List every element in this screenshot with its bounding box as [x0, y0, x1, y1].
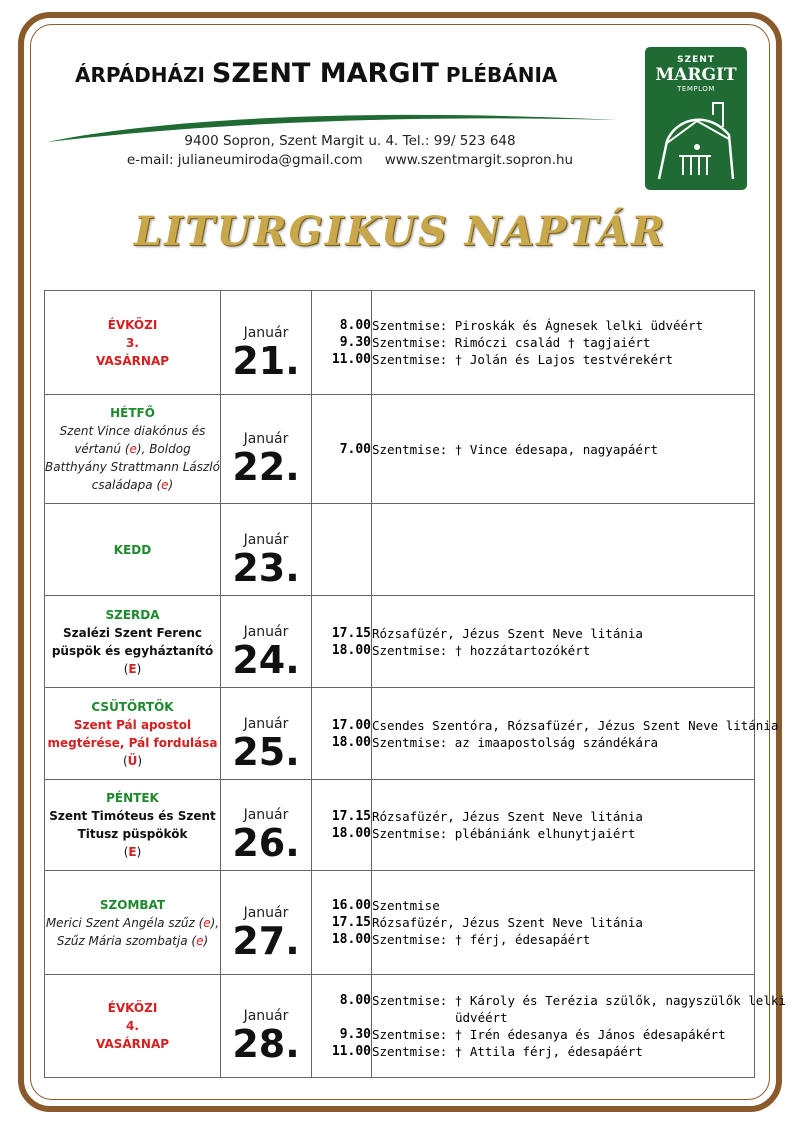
title-main: SZENT MARGIT [211, 58, 439, 89]
day-number: 26. [232, 821, 300, 865]
day-number: 21. [232, 338, 300, 383]
rank-letter: e [196, 933, 204, 948]
feast-part: ) [203, 933, 209, 948]
event-time: 18.00 [331, 642, 371, 658]
day-name: PÉNTEK [106, 791, 159, 805]
event-time: 18.00 [331, 734, 371, 750]
rank-letter: E [128, 845, 137, 859]
events-cell [372, 504, 755, 596]
day-name: ÉVKÖZI [107, 317, 158, 332]
events-cell [372, 688, 779, 780]
day-number: 28. [232, 1022, 300, 1066]
event-time: 17.15 [331, 809, 371, 824]
event-text: Csendes Szentóra, Rózsafüzér, Jézus Szent Neve litánia [372, 717, 779, 733]
feast-text [45, 914, 220, 950]
event-text: Szentmise: † Attila férj, édesapáért [372, 1044, 643, 1059]
time-cell [312, 780, 372, 871]
event-text: Szentmise: † Jolán és Lajos testvérekért [372, 352, 674, 367]
time-cell [312, 395, 372, 504]
month-label: Január [243, 715, 289, 732]
day-cell [45, 291, 221, 395]
event-text: Szentmise: † Vince édesapa, nagyapáért [372, 441, 658, 457]
feast-part: ), Szűz Mária szombatja ( [56, 915, 220, 948]
day-name: VASÁRNAP [95, 1037, 170, 1051]
feast-rank: (Ü) [122, 753, 143, 768]
church-logo [645, 47, 747, 190]
time-cell [312, 688, 372, 780]
liturgical-calendar-table [44, 290, 786, 1078]
date-cell [221, 596, 312, 688]
church-drawing-icon [653, 99, 739, 183]
event-text: Rózsafüzér, Jézus Szent Neve litánia [372, 625, 643, 641]
rank-letter: E [128, 661, 137, 676]
event-text: Szentmise: † férj, édesapáért [372, 932, 591, 947]
day-name: CSÜTÖRTÖK [91, 699, 174, 714]
event-text: Rózsafüzér, Jézus Szent Neve litánia [372, 809, 643, 824]
feast-text [45, 624, 220, 660]
feast-text [45, 422, 220, 494]
parish-title [75, 58, 635, 89]
event-text: Szentmise: Piroskák és Ágnesek lelki üdvéért [372, 318, 704, 333]
events-cell [372, 780, 755, 871]
contact-line [0, 152, 700, 168]
feast-part: Szent Vince diakónus és vértanú ( [59, 424, 206, 456]
event-text: Szentmise [372, 898, 440, 913]
event-time: 9.30 [339, 335, 371, 350]
day-number: 23. [232, 545, 300, 590]
feast-rank: (E) [123, 845, 142, 859]
event-text: Szentmise: plébániánk elhunytjaiért [372, 826, 636, 841]
email: e-mail: julianeumiroda@gmail.com [126, 152, 363, 168]
event-text: Szentmise: Rimóczi család † tagjaiért [372, 335, 651, 350]
feast-name: Szent Timóteus és Szent Titusz püspökök [49, 809, 216, 841]
events-cell [372, 975, 786, 1078]
calendar-row [45, 975, 755, 1078]
feast-text [45, 716, 220, 752]
day-name: HÉTFŐ [110, 406, 155, 420]
calendar-title: LITURGIKUS NAPTÁR [133, 208, 667, 255]
calendar-row [45, 871, 755, 975]
event-time: 9.30 [339, 1027, 371, 1042]
event-text: Rózsafüzér, Jézus Szent Neve litánia [372, 915, 643, 930]
events-cell [372, 291, 755, 395]
calendar-row [45, 596, 755, 688]
time-cell [312, 504, 372, 596]
feast-name: Szalézi Szent Ferenc püspök és egyháztanító [51, 625, 214, 658]
feast-part: Merici Szent Angéla szűz ( [45, 915, 204, 930]
time-cell [312, 871, 372, 975]
event-text: Szentmise: az imaapostolság szándékára [372, 734, 658, 750]
event-text: Szentmise: † hozzátartozókért [372, 642, 591, 658]
calendar-row [45, 688, 755, 780]
date-cell [221, 504, 312, 596]
day-number: 24. [232, 637, 300, 682]
event-time: 11.00 [331, 352, 371, 367]
day-cell [45, 504, 221, 596]
event-time: 8.00 [339, 318, 371, 333]
day-name: KEDD [113, 542, 152, 557]
logo-line-3: TEMPLOM [677, 85, 715, 93]
website: www.szentmargit.sopron.hu [384, 152, 574, 168]
month-label: Január [243, 324, 289, 341]
event-text-cont: üdvéért [455, 1010, 508, 1025]
event-text: Szentmise: † Károly és Terézia szülők, nagyszülők lelki [372, 993, 786, 1008]
day-name: 4. [126, 1019, 139, 1033]
event-time: 17.15 [331, 625, 371, 641]
day-name: SZOMBAT [99, 897, 166, 912]
event-time: 11.00 [331, 1044, 371, 1059]
day-cell [45, 596, 221, 688]
event-time: 16.00 [331, 898, 371, 913]
day-name: ÉVKÖZI [107, 1001, 158, 1015]
event-time: 17.00 [331, 717, 371, 733]
event-time: 18.00 [331, 932, 371, 947]
events-cell [372, 871, 755, 975]
event-time: 7.00 [339, 441, 371, 457]
events-cell [372, 596, 755, 688]
rank-letter: e [203, 915, 211, 930]
rank-letter: Ü [127, 753, 138, 768]
date-cell [221, 688, 312, 780]
date-cell [221, 780, 312, 871]
month-label: Január [243, 623, 289, 640]
logo-line-2: MARGIT [655, 65, 737, 85]
day-cell [45, 871, 221, 975]
event-time: 17.15 [331, 915, 371, 930]
feast-name: Szent Pál apostol megtérése, Pál fordulása [47, 717, 218, 750]
day-name: 3. [126, 335, 139, 350]
time-cell [312, 596, 372, 688]
time-cell [312, 291, 372, 395]
events-cell [372, 395, 755, 504]
calendar-row [45, 395, 755, 504]
day-number: 22. [232, 445, 300, 489]
address: 9400 Sopron, Szent Margit u. 4. Tel.: 99/ 523 648 [184, 133, 516, 149]
feast-part: ) [168, 478, 174, 492]
title-suffix: PLÉBÁNIA [438, 63, 558, 87]
calendar-row [45, 780, 755, 871]
day-number: 27. [232, 918, 300, 963]
date-cell [221, 871, 312, 975]
day-name: VASÁRNAP [95, 353, 170, 368]
title-prefix: ÁRPÁDHÁZI [75, 63, 212, 87]
month-label: Január [243, 431, 289, 447]
month-label: Január [243, 531, 289, 548]
feast-rank: (E) [123, 661, 142, 676]
date-cell [221, 975, 312, 1078]
day-name: SZERDA [105, 607, 160, 622]
rank-letter: e [129, 442, 137, 456]
event-time: 8.00 [339, 993, 371, 1008]
calendar-row [45, 504, 755, 596]
rank-letter: e [161, 478, 169, 492]
day-cell [45, 975, 221, 1078]
month-label: Január [243, 1008, 289, 1024]
calendar-row [45, 291, 755, 395]
event-text: Szentmise: † Irén édesanya és János édesapákért [372, 1027, 726, 1042]
logo-line-1: SZENT [677, 55, 715, 65]
feast-text [45, 807, 220, 843]
month-label: Január [243, 904, 289, 921]
day-cell [45, 780, 221, 871]
day-number: 25. [232, 729, 300, 774]
day-cell [45, 688, 221, 780]
time-cell [312, 975, 372, 1078]
date-cell [221, 291, 312, 395]
month-label: Január [243, 807, 289, 823]
day-cell [45, 395, 221, 504]
event-time-spacer [312, 1009, 371, 1026]
event-time: 18.00 [331, 826, 371, 841]
date-cell [221, 395, 312, 504]
feast-part: ), Boldog Batthyány Strattmann László családapa ( [45, 442, 220, 492]
